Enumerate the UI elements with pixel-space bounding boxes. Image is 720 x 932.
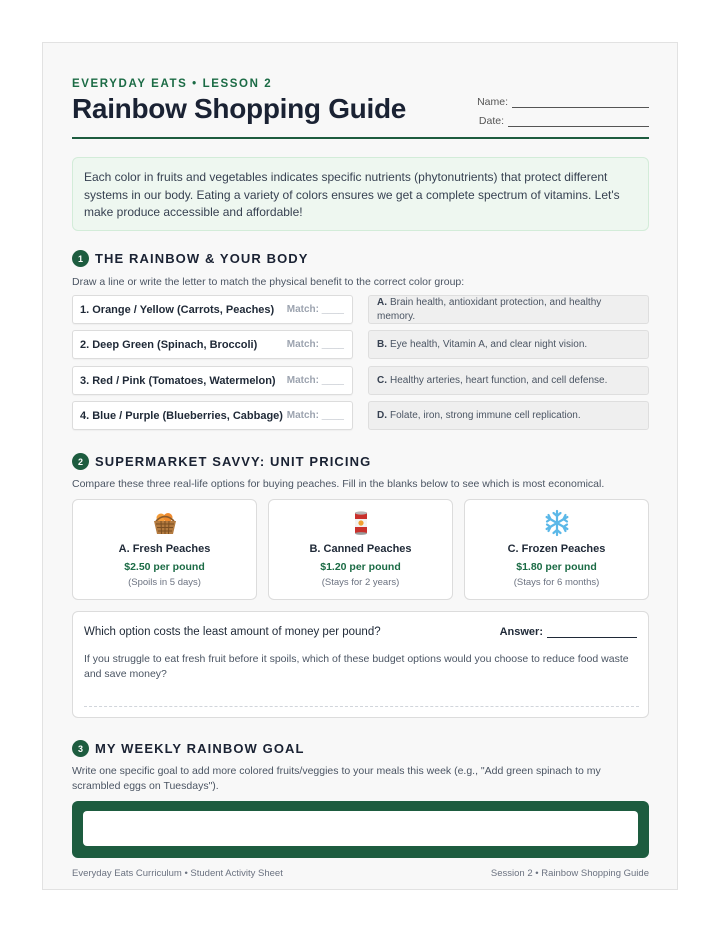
color-group-label: 2. Deep Green (Spinach, Broccoli) bbox=[80, 338, 258, 351]
header-divider bbox=[72, 137, 649, 139]
option-price: $1.20 per pound bbox=[320, 561, 401, 573]
section-1-number: 1 bbox=[72, 250, 89, 267]
match-blank[interactable]: Match: ____ bbox=[286, 375, 344, 386]
answer-field[interactable] bbox=[500, 626, 637, 638]
color-group-label: 1. Orange / Yellow (Carrots, Peaches) bbox=[80, 303, 275, 316]
match-blank[interactable]: Match: ____ bbox=[286, 339, 344, 350]
section-1-description: Draw a line or write the letter to match the physical benefit to the correct color group: bbox=[72, 276, 465, 288]
goal-write-area[interactable] bbox=[83, 811, 638, 846]
snowflake-icon bbox=[465, 509, 648, 537]
goal-box bbox=[72, 801, 649, 858]
section-3-description: Write one specific goal to add more colored fruits/veggies to your meals this week (e.g., "Add green spinach to my scrambled eggs on Tuesdays"). bbox=[72, 765, 601, 792]
option-note: (Spoils in 5 days) bbox=[128, 577, 201, 588]
option-card-frozen bbox=[464, 499, 649, 600]
answer-blank[interactable] bbox=[547, 628, 637, 638]
basket-icon bbox=[73, 509, 256, 537]
question-1: Which option costs the least amount of money per pound? bbox=[84, 626, 381, 638]
section-2-title: SUPERMARKET SAVVY: UNIT PRICING bbox=[95, 454, 372, 469]
name-blank[interactable] bbox=[512, 98, 649, 108]
option-card-fresh bbox=[72, 499, 257, 600]
footer-left: Everyday Eats Curriculum • Student Activity Sheet bbox=[72, 868, 283, 879]
match-blank[interactable]: Match: ____ bbox=[286, 410, 344, 421]
section-3-title: MY WEEKLY RAINBOW GOAL bbox=[95, 741, 305, 756]
benefit-letter: A. bbox=[377, 296, 387, 308]
option-price: $1.80 per pound bbox=[516, 561, 597, 573]
section-2-number: 2 bbox=[72, 453, 89, 470]
option-name: A. Fresh Peaches bbox=[118, 543, 211, 555]
intro-box: Each color in fruits and vegetables indicates specific nutrients (phytonutrients) that protect different systems in our body. Eating a variety of colors ensures we get a complete spectrum of vitamins. Let's make produce accessible and affordable! bbox=[72, 157, 649, 231]
page-title: Rainbow Shopping Guide bbox=[72, 93, 407, 124]
date-blank[interactable] bbox=[508, 117, 649, 127]
benefit-text: Healthy arteries, heart function, and cell defense. bbox=[390, 374, 608, 386]
option-name: B. Canned Peaches bbox=[309, 543, 412, 555]
footer-right: Session 2 • Rainbow Shopping Guide bbox=[490, 868, 649, 879]
answer-line[interactable] bbox=[84, 706, 639, 707]
section-3-header bbox=[72, 740, 305, 757]
color-group-label: 4. Blue / Purple (Blueberries, Cabbage) bbox=[80, 409, 283, 422]
benefit-text: Brain health, antioxidant protection, and healthy memory. bbox=[377, 296, 602, 322]
benefit-letter: D. bbox=[377, 409, 387, 421]
section-3-number: 3 bbox=[72, 740, 89, 757]
benefit-letter: C. bbox=[377, 374, 387, 386]
benefit-text: Eye health, Vitamin A, and clear night vision. bbox=[390, 338, 588, 350]
unit-pricing-questions bbox=[72, 611, 649, 718]
date-field[interactable] bbox=[479, 115, 649, 127]
section-2-header bbox=[72, 453, 371, 470]
section-2-description: Compare these three real-life options for buying peaches. Fill in the blanks below to see which is most economical. bbox=[72, 478, 605, 490]
benefit-text: Folate, iron, strong immune cell replication. bbox=[390, 409, 581, 421]
lesson-kicker: EVERYDAY EATS • LESSON 2 bbox=[72, 78, 273, 90]
worksheet-page bbox=[42, 42, 678, 890]
benefit-a bbox=[368, 295, 649, 324]
option-note: (Stays for 2 years) bbox=[321, 577, 400, 588]
color-group-label: 3. Red / Pink (Tomatoes, Watermelon) bbox=[80, 374, 276, 387]
benefit-c bbox=[368, 366, 649, 395]
name-label: Name: bbox=[477, 96, 508, 108]
benefit-d bbox=[368, 401, 649, 430]
section-1-title: THE RAINBOW & YOUR BODY bbox=[95, 251, 309, 266]
color-group-4[interactable] bbox=[72, 401, 353, 430]
match-blank[interactable]: Match: ____ bbox=[286, 304, 344, 315]
color-group-2[interactable] bbox=[72, 330, 353, 359]
option-price: $2.50 per pound bbox=[124, 561, 205, 573]
question-2: If you struggle to eat fresh fruit before it spoils, which of these budget options would you choose to reduce food waste and save money? bbox=[84, 653, 629, 680]
option-note: (Stays for 6 months) bbox=[513, 577, 600, 588]
color-group-1[interactable] bbox=[72, 295, 353, 324]
benefit-letter: B. bbox=[377, 338, 387, 350]
can-icon bbox=[269, 509, 452, 537]
answer-label: Answer: bbox=[499, 626, 543, 638]
date-label: Date: bbox=[478, 115, 504, 127]
color-group-3[interactable] bbox=[72, 366, 353, 395]
option-card-canned bbox=[268, 499, 453, 600]
name-field[interactable] bbox=[477, 96, 649, 108]
section-1-header bbox=[72, 250, 309, 267]
benefit-b bbox=[368, 330, 649, 359]
option-name: C. Frozen Peaches bbox=[507, 543, 606, 555]
